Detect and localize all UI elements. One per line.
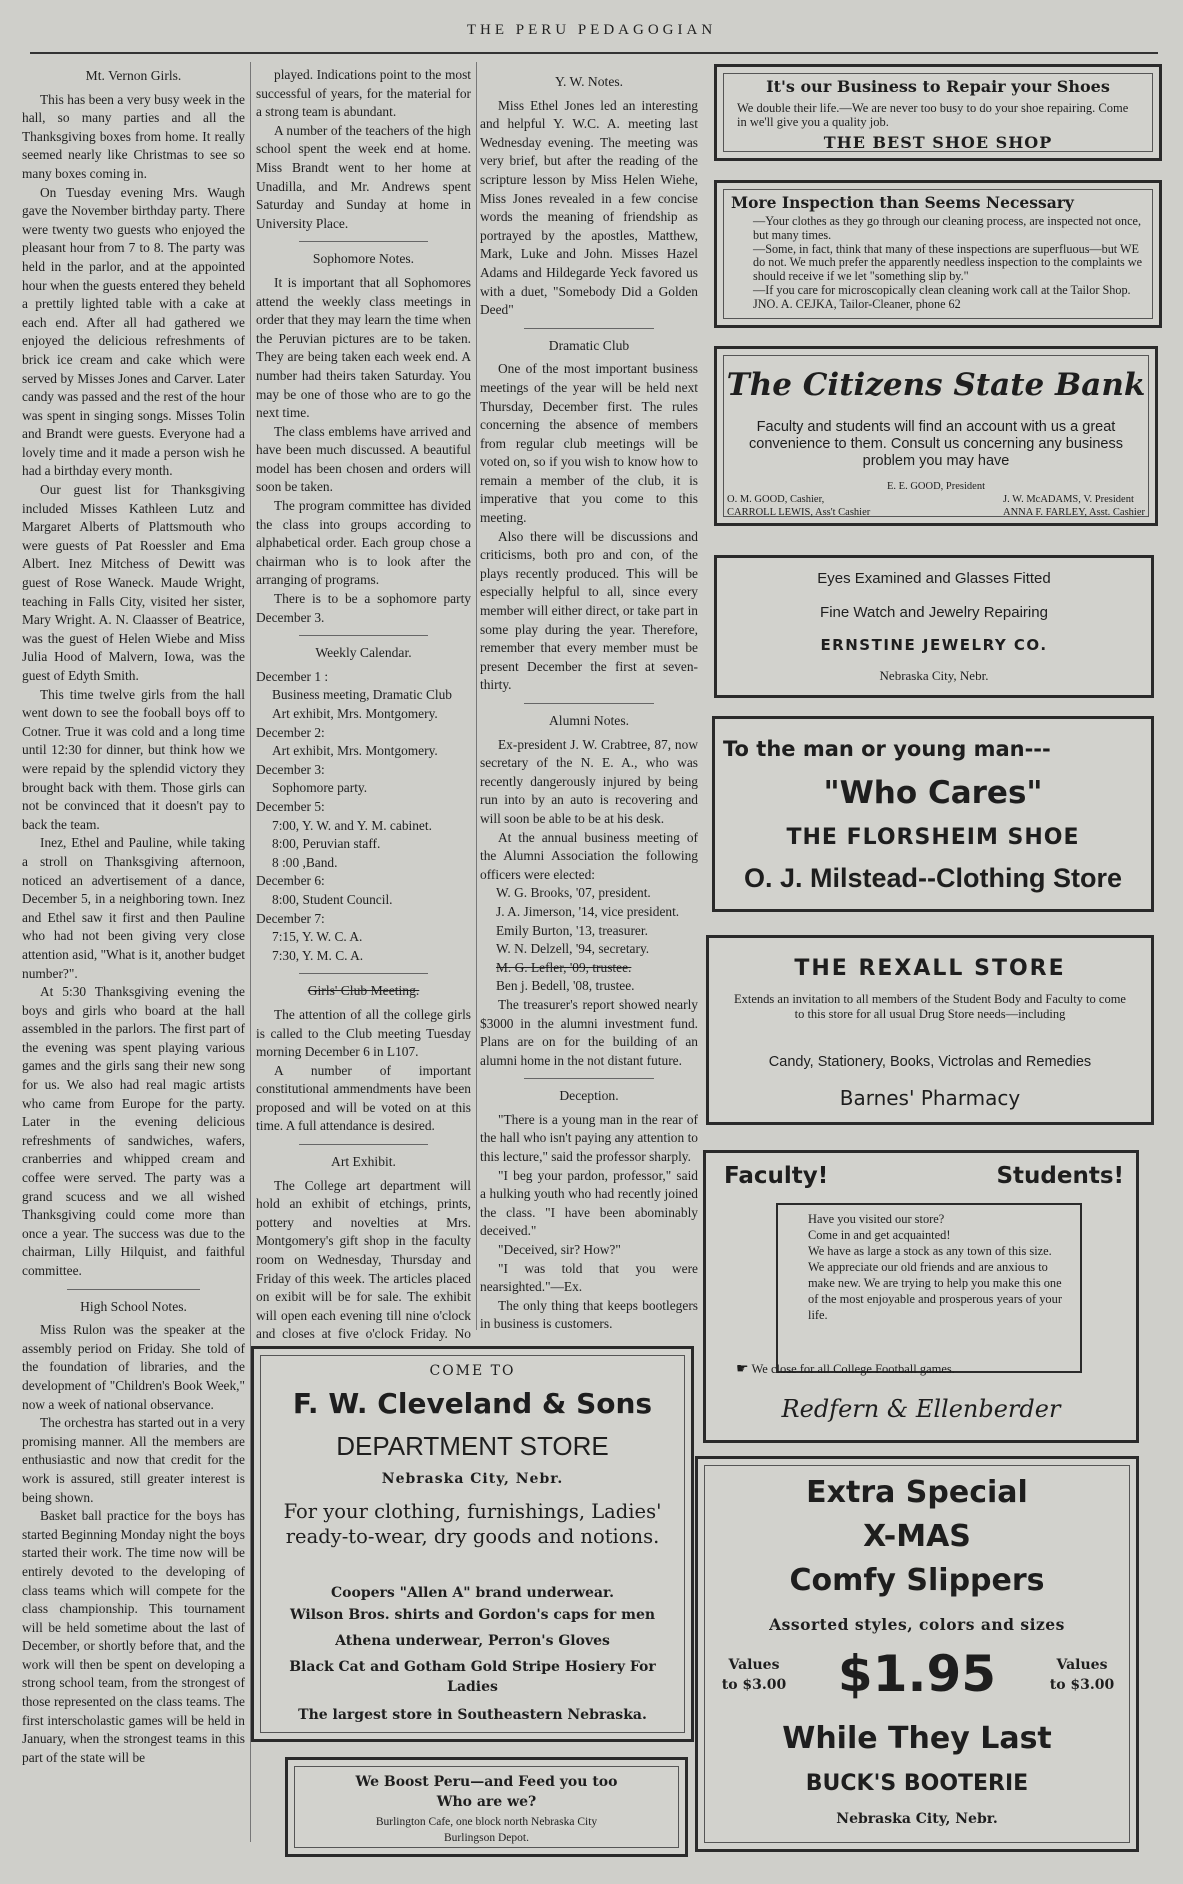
booterie-slippers: Comfy Slippers: [789, 1563, 1045, 1598]
divider: [524, 703, 655, 704]
ad-citizens-state-bank: [714, 346, 1158, 526]
cafe-line-3: Burlington Cafe, one block north Nebraska City: [375, 1816, 598, 1828]
ad-shoe-title: It's our Business to Repair your Shoes: [766, 77, 1110, 96]
faculty-message-box: [776, 1203, 1082, 1373]
headline-high-school-notes: High School Notes.: [80, 1298, 187, 1314]
calendar-date: December 3:: [256, 761, 325, 777]
paragraph: It is important that all Sophomores attend the weekly class meetings in order that they may learn the time when the Peruvian pictures are to be taken. They are being taken each week end. A number had theirs taken Saturday. You may be one of those who are to go the next time.: [256, 274, 471, 421]
florsheim-line-1: To the man or young man---: [723, 737, 1051, 761]
alumni-officers-list: [480, 884, 698, 996]
ad-redfern-ellenberder: [703, 1150, 1139, 1443]
inspection-line: —If you care for microscopically clean cleaning work call at the Tailor Shop. JNO. A. CEJKA, Tailor-Cleaner, phone 62: [753, 282, 1131, 311]
booterie-while-they-last: While They Last: [782, 1721, 1052, 1756]
bank-president: E. E. GOOD, President: [887, 481, 985, 492]
rexall-items: Candy, Stationery, Books, Victrolas and Remedies: [768, 1054, 1092, 1070]
inspection-line: —Your clothes as they go through our cleaning process, are inspected not once, but many times.: [753, 214, 1141, 242]
values-label-right: Values: [1056, 1657, 1108, 1673]
ad-best-shoe-shop: [714, 64, 1162, 161]
alumni-officer: W. N. Delzell, '94, secretary.: [496, 941, 650, 957]
divider: [299, 973, 428, 974]
cleveland-line-3: Athena underwear, Perron's Gloves: [335, 1633, 610, 1649]
paragraph: "I was told that you were nearsighted."—Ex.: [480, 1260, 698, 1295]
paragraph: A number of the teachers of the high school spent the week end at home. Miss Brandt went to her home at Unadilla, and Mr. Andrews spent Saturday and Sunday at home in University Place.: [256, 122, 471, 231]
alumni-officer: Ben j. Bedell, '08, trustee.: [496, 978, 635, 994]
calendar-item: Art exhibit, Mrs. Montgomery.: [272, 706, 438, 721]
alumni-officer: J. A. Jimerson, '14, vice president.: [496, 903, 680, 919]
paragraph: Miss Ethel Jones led an interesting and helpful Y. W.C. A. meeting last Wednesday evening. The meeting was very brief, but after the reading of the scripture lesson by Miss Helen Wiehe, Miss Jones revealed in a few concise words the meaning of friendship as portrayed by the apostles, Matthew, Mark, Luke and John. Misses Hazel Adams and Hildegarde Yeck favored us with a duet, "Somebody Did a Golden Deed": [480, 97, 698, 318]
calendar-item: Art exhibit, Mrs. Montgomery.: [272, 743, 438, 759]
paragraph: At 5:30 Thanksgiving evening the boys and girls who board at the hall assembled in the parlors. The first part of the evening was spent playing various games and the girls sang their new song for us. We also had real magic artists who came from Europe for the party. Later in the evening delicious refreshments of sandwiches, wafers, cranberries and whipped cream and coffee were served. The party was a grand scucess and we all wished Thanksgiving could come more than once a year. The success was due to the chairman, Lilly Hilquist, and faithful committee.: [22, 984, 245, 1278]
booterie-price: $1.95: [837, 1645, 997, 1703]
paragraph: One of the most important business meetings of the year will be held next Thursday, December first. The rules concerning the absence of members from regular club meetings will be voted on, so if you wish to know how to remain a member of the club, it is imperative that you come to this meeting.: [480, 361, 698, 526]
calendar-item: 7:15, Y. W. C. A.: [272, 929, 363, 945]
divider: [299, 1144, 428, 1145]
florsheim-who-cares: "Who Cares": [823, 775, 1043, 811]
faculty-line: Have you visited our store?: [808, 1212, 945, 1226]
column-3: [480, 66, 698, 1330]
cleveland-line-2: Wilson Bros. shirts and Gordon's caps for men: [289, 1607, 656, 1623]
headline-sophomore-notes: Sophomore Notes.: [312, 251, 415, 267]
rexall-pharmacy-name: Barnes' Pharmacy: [839, 1086, 1021, 1110]
bank-asst-cashier-2: ANNA F. FARLEY, Asst. Cashier: [1003, 507, 1145, 518]
article-girls-club-meeting: [256, 1006, 471, 1136]
divider: [299, 635, 428, 636]
cleveland-footer: The largest store in Southeastern Nebraska.: [298, 1707, 647, 1723]
cleveland-store-type: DEPARTMENT STORE: [336, 1431, 609, 1461]
faculty-line: We have as large a stock as any town of this size. We appreciate our old friends and are anxious to make new. We are trying to help you make this one of the most enjoyable and prosperous years of your life.: [808, 1244, 1062, 1322]
cleveland-line-1: Coopers "Allen A" brand underwear.: [331, 1585, 614, 1601]
paragraph: A number of important constitutional ammendments have been proposed and will be voted on at this time. A full attendance is desired.: [256, 1062, 471, 1134]
calendar-date: December 7:: [256, 910, 325, 926]
faculty-close-line: [736, 1361, 955, 1377]
article-mt-vernon-girls: [22, 91, 245, 1281]
article-art-exhibit: [256, 1177, 471, 1363]
cafe-line-1: We Boost Peru—and Feed you too: [355, 1774, 618, 1790]
ad-fw-cleveland-sons: [251, 1346, 694, 1742]
ad-tailor-shop-inspection: [714, 180, 1162, 328]
calendar-date: December 1 :: [256, 668, 329, 684]
ad-inspection-title: More Inspection than Seems Necessary: [731, 193, 1074, 212]
calendar-item: 7:00, Y. W. and Y. M. cabinet.: [272, 817, 432, 833]
paragraph: The orchestra has started out in a very promising manner. All the members are enthusiastic and now that credit for the work is assured, still greater interest is being shown.: [22, 1415, 245, 1505]
inspection-line: —Some, in fact, think that many of these inspections are superfluous—but WE do not. We much prefer the apparently needless inspection to the complaints we should receive if we let "something slip by.": [753, 241, 1143, 284]
paragraph: The class emblems have arrived and have been much discussed. A beautiful model has been chosen and orders will soon be taken.: [256, 423, 471, 495]
booterie-xmas: X-MAS: [863, 1519, 971, 1554]
calendar-item: 8:00, Peruvian staff.: [272, 836, 381, 852]
cafe-line-4: Burlingson Depot.: [444, 1832, 529, 1844]
headline-weekly-calendar: Weekly Calendar.: [315, 645, 412, 661]
article-sophomore-notes: [256, 274, 471, 627]
calendar-date: December 6:: [256, 873, 325, 889]
booterie-place: Nebraska City, Nebr.: [836, 1811, 998, 1827]
alumni-officer: W. G. Brooks, '07, president.: [496, 885, 651, 901]
article-high-school-notes: [22, 1321, 245, 1767]
paragraph: The program committee has divided the class into groups according to alphabetical order. Each group chose a chairman who is to look after the arranging of programs.: [256, 498, 471, 588]
paragraph: Inez, Ethel and Pauline, while taking a stroll on Thanksgiving afternoon, noticed an advertisement of a dance, December 5, in a neighboring town. Inez and Ethel saw it first and then Pauline who had not been giving very close attention asid, "What is it, another budget number?".: [22, 835, 245, 981]
bank-vice-president: J. W. McADAMS, V. President: [1003, 494, 1134, 505]
ad-rexall-store: [706, 935, 1154, 1125]
florsheim-shoe: THE FLORSHEIM SHOE: [786, 825, 1080, 850]
rexall-title: THE REXALL STORE: [794, 956, 1066, 981]
students-heading: Students!: [996, 1163, 1124, 1189]
alumni-officer: Emily Burton, '13, treasurer.: [496, 922, 648, 938]
calendar-item: 8:00, Student Council.: [272, 891, 393, 907]
calendar-item: 7:30, Y. M. C. A.: [272, 947, 364, 963]
rexall-body: Extends an invitation to all members of the Student Body and Faculty to come to this store for all usual Drug Store needs—including: [734, 992, 1126, 1021]
florsheim-clothing-store: O. J. Milstead--Clothing Store: [743, 863, 1122, 893]
column-1: [22, 60, 245, 1850]
divider: [67, 1289, 201, 1290]
masthead-rule: [30, 52, 1158, 54]
faculty-line: Come in and get acquainted!: [808, 1228, 951, 1242]
paragraph: The only thing that keeps bootlegers in business is customers.: [480, 1297, 698, 1332]
faculty-store-name: Redfern & Ellenberder: [781, 1395, 1061, 1423]
paragraph: Our guest list for Thanksgiving included Misses Kathleen Lutz and Margaret Alberts of Plattsmouth who were guests of Pat Roessler and Ema Albert. Inez Mitchess of Dewitt was guest of Rose Waneck. Maude Wright, teaching in Falls City, visited her sister, Mary Wright. A. N. Claasser of Beatrice, was the guest of Helen Wiebe and Miss Julia Hood of Malvern, Iowa, was the guest of Edyth Smith.: [22, 482, 245, 683]
jewelry-line-2: Fine Watch and Jewelry Repairing: [820, 604, 1048, 621]
calendar-item: Sophomore party.: [272, 780, 368, 796]
article-deception: [480, 1111, 698, 1334]
article-alumni-notes: [480, 736, 698, 885]
column-2: [256, 66, 471, 1342]
calendar-item: Business meeting, Dramatic Club: [272, 687, 453, 703]
bank-asst-cashier: CARROLL LEWIS, Ass't Cashier: [727, 507, 871, 518]
paragraph: Also there will be discussions and criticisms, both pro and con, of the plays recently produced. This will be especially helpful to all, since every member will either direct, or take part in some play during the year. Therefore, remember that every member must be present December the first at seven-thirty.: [480, 528, 698, 693]
booterie-name: BUCK'S BOOTERIE: [805, 1771, 1029, 1796]
ad-shoe-footer: THE BEST SHOE SHOP: [823, 133, 1053, 152]
faculty-close-text: We close for all College Football games.: [751, 1362, 955, 1376]
bank-officers-left: [727, 493, 870, 519]
alumni-treasurer-report: The treasurer's report showed nearly $3000 in the alumni investment fund. Plans are on for the building of an alumni home in the not distant future.: [480, 996, 698, 1068]
headline-mt-vernon-girls: Mt. Vernon Girls.: [85, 68, 182, 83]
paragraph: Basket ball practice for the boys has started Beginning Monday night the boys started their work. The time now will be entirely devoted to the developing of class teams which will compete for the class championship. This tournament will be held sometime about the last of December, or shortly before that, and the work will then be spent on developing a strong school team, from the strongest of those represented on the class teams. The first interscholastic games will be held in January, when the strongest teams in this part of the state will be: [22, 1508, 245, 1765]
calendar-item: 8 :00 ,Band.: [272, 854, 338, 870]
calendar-date: December 2:: [256, 724, 325, 740]
jewelry-place: Nebraska City, Nebr.: [879, 668, 989, 683]
faculty-heading: Faculty!: [724, 1163, 829, 1189]
paragraph: Miss Rulon was the speaker at the assembly period on Friday. She told of the foundation of libraries, and the development of "Children's Book Week," now a week of national observance.: [22, 1322, 245, 1412]
paragraph: The College art department will hold an exhibit of etchings, prints, pottery and novelties at Mrs. Montgomery's gift shop in the faculty room on Wednesday, Thursday and Friday of this week. The articles placed on exibit will be for sale. The exhibit will open each evening till nine o'clock and closes at five o'clock Friday. No: [256, 1177, 471, 1342]
paragraph: This time twelve girls from the hall went down to see the fooball boys off to Cotner. True it was cold and a long time until 12:30 for dinner, but think how we were repaid by the splendid victory they brought back with them. Those girls can not be convinced that it doesn't pay to back the team.: [22, 686, 245, 832]
paragraph: This has been a very busy week in the hall, so many parties and all the Thanksgiving boxes from home. It really seemed nearly like Christmas to see so many boxes coming in.: [22, 91, 245, 181]
paragraph: "There is a young man in the rear of the hall who isn't paying any attention to this lecture," said the professor sharply.: [480, 1111, 698, 1165]
masthead: THE PERU PEDAGOGIAN: [466, 22, 717, 38]
paragraph: "Deceived, sir? How?": [498, 1242, 621, 1258]
cafe-line-2: Who are we?: [436, 1794, 537, 1810]
headline-yw-notes: Y. W. Notes.: [554, 74, 624, 89]
values-amount-right: to $3.00: [1049, 1677, 1115, 1693]
bank-body: Faculty and students will find an account with us a great convenience to them. Consult us concerning any business problem you may have: [749, 419, 1123, 469]
cleveland-place: Nebraska City, Nebr.: [381, 1471, 564, 1487]
faculty-message: [808, 1211, 1064, 1323]
calendar-date: December 5:: [256, 798, 325, 814]
article-high-school-continued: [256, 66, 471, 233]
alumni-officer: M. G. Lefler, '09, trustee.: [496, 959, 632, 975]
bank-officers-right: [1003, 493, 1145, 519]
booterie-values-right: [1040, 1655, 1124, 1695]
column-rule: [476, 62, 477, 1330]
ad-burlington-cafe: [285, 1757, 688, 1857]
paragraph: "I beg your pardon, professor," said a hulking youth who had recently joined the class. "I have been abominably deceived.": [480, 1167, 698, 1239]
ad-shoe-body: We double their life.—We are never too busy to do your shoe repairing. Come in we'll give you a quality job.: [737, 101, 1129, 129]
cleveland-line-4: Black Cat and Gotham Gold Stripe Hosiery For Ladies: [289, 1659, 656, 1695]
pointing-hand-icon: ☛: [736, 1361, 749, 1377]
paragraph: Ex-president J. W. Crabtree, 87, now secretary of the N. E. A., who was recently dangerously injured by being run into by an auto is recovering and will soon be able to be at his desk.: [480, 736, 698, 826]
headline-art-exhibit: Art Exhibit.: [331, 1154, 396, 1170]
ad-ernstine-jewelry: [714, 555, 1154, 698]
paragraph: There is to be a sophomore party December 3.: [256, 591, 471, 625]
paragraph: The attention of all the college girls is called to the Club meeting Tuesday morning December 6 in L107.: [256, 1006, 471, 1060]
divider: [524, 1078, 655, 1079]
booterie-extra-special: Extra Special: [806, 1475, 1028, 1510]
divider: [299, 241, 428, 242]
jewelry-name: ERNSTINE JEWELRY CO.: [820, 636, 1048, 654]
values-label: Values: [728, 1657, 780, 1673]
cleveland-come-to: COME TO: [429, 1363, 516, 1379]
ad-florsheim-shoe: [712, 716, 1154, 912]
booterie-assorted: Assorted styles, colors and sizes: [769, 1615, 1065, 1634]
weekly-calendar: [256, 668, 471, 966]
paragraph: At the annual business meeting of the Alumni Association the following officers were elected:: [480, 829, 698, 882]
article-yw-notes: [480, 97, 698, 320]
article-dramatic-club: [480, 360, 698, 695]
paragraph: On Tuesday evening Mrs. Waugh gave the November birthday party. There were twenty two guests who enjoyed the pleasant hour from 7 to 8. The party was held in the parlor, and at the appointed hour when the guests entered they beheld a prettily lighted table with a cake at each end. After all had gathered we enjoyed the delicious refreshments of brick ice cream and cake which were served by Misses Jones and Carver. Later candy was passed and the rest of the hour was spent in singing songs. Misses Tolin and Brandt were guests. Everyone had a lovely time and it made a person wish he had a birthday every month.: [22, 184, 245, 479]
divider: [524, 328, 655, 329]
headline-dramatic-club: Dramatic Club: [548, 337, 630, 353]
headline-girls-club-meeting: Girls' Club Meeting.: [307, 983, 420, 999]
headline-alumni-notes: Alumni Notes.: [548, 713, 630, 728]
values-amount: to $3.00: [721, 1677, 787, 1693]
bank-name: The Citizens State Bank: [726, 367, 1146, 403]
paragraph: played. Indications point to the most successful of years, for the material for a strong team is abundant.: [256, 67, 471, 120]
ad-bucks-booterie: [695, 1456, 1139, 1852]
ad-inspection-body: [753, 215, 1147, 312]
cleveland-pitch: For your clothing, furnishings, Ladies' ready-to-wear, dry goods and notions.: [283, 1500, 662, 1548]
jewelry-line-1: Eyes Examined and Glasses Fitted: [817, 570, 1051, 587]
bank-cashier: O. M. GOOD, Cashier,: [727, 494, 825, 505]
cleveland-name: F. W. Cleveland & Sons: [292, 1387, 653, 1420]
headline-deception: Deception.: [559, 1088, 619, 1104]
